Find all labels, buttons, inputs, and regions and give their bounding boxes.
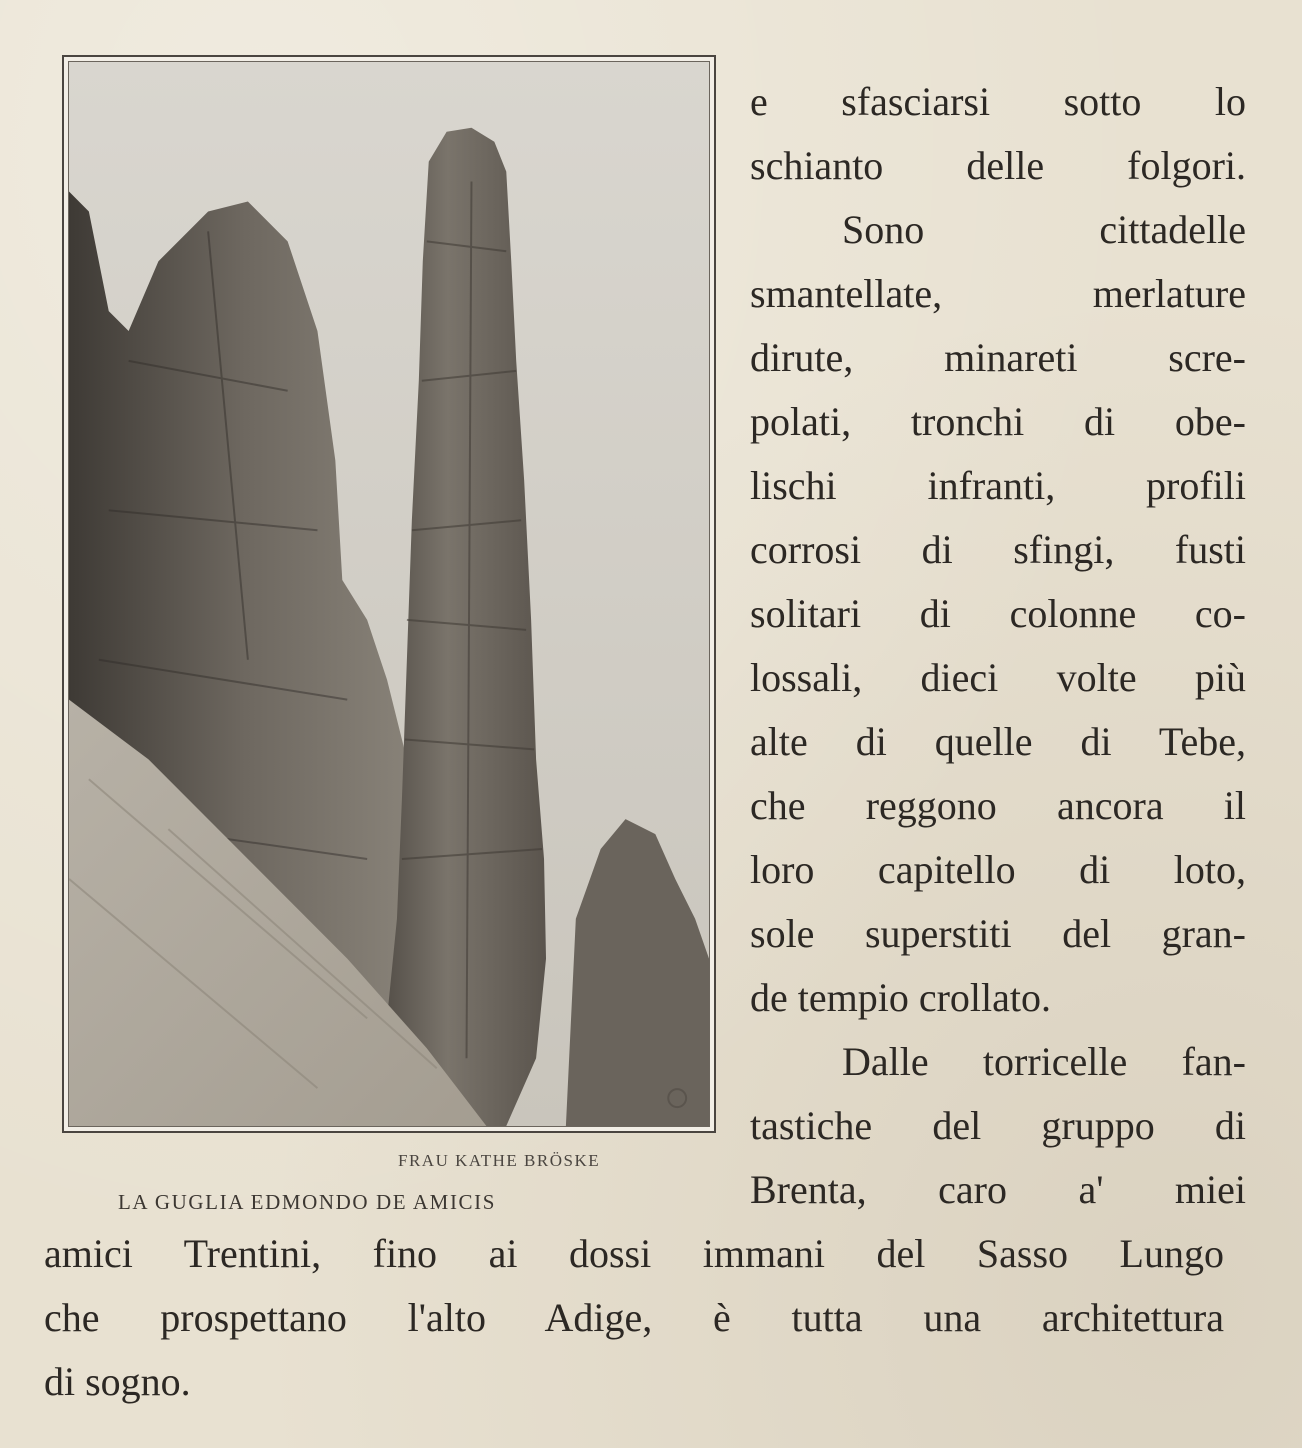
text-line: schianto delle folgori.: [750, 143, 1246, 188]
text-line: Dalle torricelle fan-: [842, 1039, 1246, 1084]
text-line-full: amici Trentini, fino ai dossi immani del Sasso Lungo: [44, 1231, 1224, 1276]
text-line: alte di quelle di Tebe,: [750, 719, 1246, 764]
rock-spire-illustration: [69, 62, 709, 1126]
photograph: [62, 55, 716, 1133]
text-line: de tempio crollato.: [750, 975, 1052, 1020]
text-line: che reggono ancora il: [750, 783, 1246, 828]
text-line: tastiche del gruppo di: [750, 1103, 1246, 1148]
text-line: e sfasciarsi sotto lo: [750, 79, 1246, 124]
text-line: solitari di colonne co-: [750, 591, 1246, 636]
text-line-full: di sogno.: [44, 1359, 191, 1404]
text-line: dirute, minareti scre-: [750, 335, 1246, 380]
text-line: corrosi di sfingi, fusti: [750, 527, 1246, 572]
text-line: loro capitello di loto,: [750, 847, 1246, 892]
photo-credit: FRAU KATHE BRÖSKE: [398, 1151, 601, 1170]
text-line: smantellate, merlature: [750, 271, 1246, 316]
text-line: lossali, dieci volte più: [750, 655, 1246, 700]
rock-spire-image: [68, 61, 710, 1127]
text-line: Sono cittadelle: [842, 207, 1246, 252]
text-line: polati, tronchi di obe-: [750, 399, 1246, 444]
text-line: lischi infranti, profili: [750, 463, 1246, 508]
text-line: Brenta, caro a' miei: [750, 1167, 1246, 1212]
photo-caption: LA GUGLIA EDMONDO DE AMICIS: [118, 1190, 497, 1214]
text-line: sole superstiti del gran-: [750, 911, 1246, 956]
text-line-full: che prospettano l'alto Adige, è tutta una architettura: [44, 1295, 1224, 1340]
